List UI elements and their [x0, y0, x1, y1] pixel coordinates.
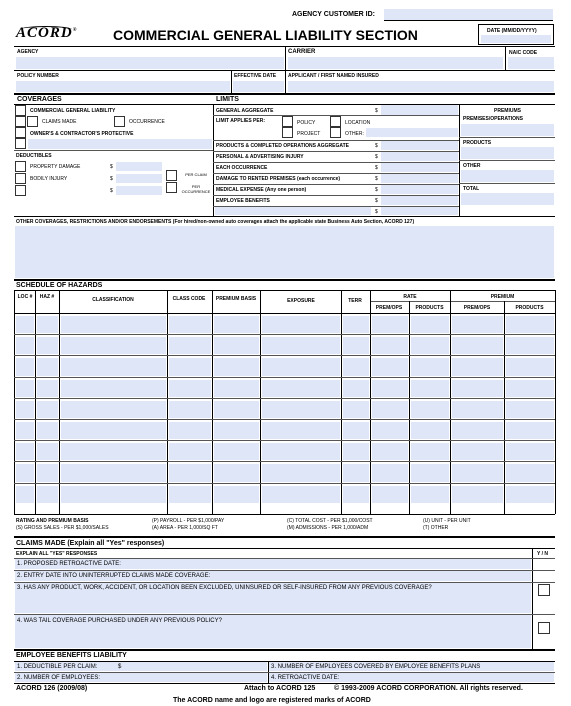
- hazard-cell-field[interactable]: [61, 486, 166, 503]
- hazard-cell-field[interactable]: [411, 486, 449, 503]
- date-label: DATE (MM/DD/YYYY): [487, 28, 537, 34]
- divider: [14, 649, 555, 651]
- deductibles-title: DEDUCTIBLES: [16, 153, 52, 159]
- ebl-q3: 3. NUMBER OF EMPLOYEES COVERED BY EMPLOYEE BENEFITS PLANS: [271, 664, 481, 670]
- premises-label: PREMISES/OPERATIONS: [463, 116, 523, 122]
- policy-checkbox[interactable]: [282, 116, 293, 127]
- employee-benefits-field[interactable]: [381, 196, 458, 205]
- basis-u: (U) UNIT - PER UNIT: [423, 518, 471, 524]
- hazard-cell-field[interactable]: [343, 486, 369, 503]
- hazard-cell-field[interactable]: [372, 358, 408, 375]
- divider: [14, 290, 15, 514]
- hazard-cell-field[interactable]: [262, 337, 340, 354]
- hazard-cell-field[interactable]: [452, 358, 503, 375]
- hazard-cell-field[interactable]: [452, 486, 503, 503]
- hazard-cell-field[interactable]: [16, 422, 34, 439]
- owners-label: OWNER'S & CONTRACTOR'S PROTECTIVE: [30, 131, 134, 137]
- medical-expense-label: MEDICAL EXPENSE (Any one person): [216, 187, 307, 193]
- dollar-sign: $: [375, 198, 378, 204]
- other-coverages-field[interactable]: [15, 226, 554, 278]
- divider: [14, 419, 555, 420]
- divider: [459, 183, 555, 184]
- terr-header: TERR: [348, 298, 362, 304]
- divider: [14, 548, 555, 549]
- other-coverage-field[interactable]: [28, 139, 212, 149]
- hazard-cell-field[interactable]: [343, 443, 369, 460]
- total-premium-field[interactable]: [461, 193, 554, 205]
- basis-p: (P) PAYROLL - PER $1,000/PAY: [152, 518, 225, 524]
- divider: [14, 216, 555, 217]
- hazard-cell-field[interactable]: [506, 358, 554, 375]
- bodily-injury-field[interactable]: [116, 174, 162, 183]
- attach-note: Attach to ACORD 125: [244, 685, 316, 692]
- hazard-cell-field[interactable]: [37, 422, 58, 439]
- hazard-cell-field[interactable]: [37, 316, 58, 333]
- hazard-cell-field[interactable]: [411, 422, 449, 439]
- products-premium-field[interactable]: [461, 147, 554, 159]
- classification-header: CLASSIFICATION: [92, 297, 134, 303]
- general-aggregate-label: GENERAL AGGREGATE: [216, 108, 274, 114]
- divider: [14, 461, 555, 462]
- divider: [14, 514, 555, 515]
- hazard-cell-field[interactable]: [61, 443, 166, 460]
- divider: [14, 150, 213, 151]
- project-checkbox[interactable]: [282, 127, 293, 138]
- hazard-cell-field[interactable]: [506, 443, 554, 460]
- claims-made-label: CLAIMS MADE: [42, 119, 77, 125]
- hazard-cell-field[interactable]: [16, 464, 34, 481]
- hazard-cell-field[interactable]: [372, 422, 408, 439]
- hazards-title: SCHEDULE OF HAZARDS: [16, 282, 103, 289]
- hazard-cell-field[interactable]: [506, 422, 554, 439]
- hazard-cell-field[interactable]: [169, 316, 211, 333]
- dollar-sign: $: [375, 154, 378, 160]
- hazard-cell-field[interactable]: [262, 358, 340, 375]
- policy-number-label: POLICY NUMBER: [17, 73, 59, 79]
- hazard-cell-field[interactable]: [169, 337, 211, 354]
- trademark: The ACORD name and logo are registered marks of ACORD: [173, 697, 371, 704]
- premiums-title: PREMIUMS: [494, 108, 521, 114]
- rate-prem-ops-header: PREM/OPS: [375, 305, 403, 311]
- other-premium-field[interactable]: [461, 170, 554, 182]
- hazard-cell-field[interactable]: [452, 380, 503, 397]
- hazard-cell-field[interactable]: [214, 380, 259, 397]
- divider: [231, 70, 232, 93]
- hazard-cell-field[interactable]: [343, 316, 369, 333]
- premium-header: PREMIUM: [490, 294, 515, 300]
- effective-date-field[interactable]: [233, 81, 284, 92]
- basis-c: (C) TOTAL COST - PER $1,000/COST: [287, 518, 373, 524]
- q3-yn-checkbox[interactable]: [538, 584, 550, 596]
- deductible-field[interactable]: [116, 186, 162, 195]
- divider: [14, 334, 555, 335]
- hazard-cell-field[interactable]: [452, 337, 503, 354]
- coverages-title: COVERAGES: [17, 96, 62, 103]
- naic-code-field[interactable]: [508, 57, 554, 69]
- hazard-cell-field[interactable]: [343, 337, 369, 354]
- claims-made-checkbox[interactable]: [27, 116, 38, 127]
- hazard-cell-field[interactable]: [37, 337, 58, 354]
- divider: [555, 290, 556, 514]
- each-occurrence-label: EACH OCCURRENCE: [216, 165, 268, 171]
- hazard-cell-field[interactable]: [452, 443, 503, 460]
- hazard-cell-field[interactable]: [37, 358, 58, 375]
- form-id: ACORD 126 (2009/08): [16, 685, 88, 692]
- divider: [14, 377, 555, 378]
- per-occurrence-checkbox[interactable]: [166, 182, 177, 193]
- hazard-cell-field[interactable]: [262, 464, 340, 481]
- hazard-cell-field[interactable]: [372, 380, 408, 397]
- hazard-cell-field[interactable]: [16, 337, 34, 354]
- hazard-cell-field[interactable]: [343, 380, 369, 397]
- claims-made-title: CLAIMS MADE (Explain all "Yes" responses): [16, 540, 165, 547]
- basis-a: (A) AREA - PER 1,000/SQ FT: [152, 525, 218, 531]
- hazard-cell-field[interactable]: [61, 422, 166, 439]
- hazard-cell-field[interactable]: [343, 358, 369, 375]
- exposure-header: EXPOSURE: [287, 298, 315, 304]
- hazard-cell-field[interactable]: [506, 316, 554, 333]
- hazard-cell-field[interactable]: [372, 337, 408, 354]
- hazard-cell-field[interactable]: [343, 464, 369, 481]
- personal-adv-field[interactable]: [381, 152, 458, 161]
- divider: [14, 398, 555, 399]
- divider: [14, 683, 555, 684]
- hazard-cell-field[interactable]: [506, 401, 554, 418]
- premises-field[interactable]: [461, 124, 554, 136]
- other-checkbox[interactable]: [330, 127, 341, 138]
- deductible-dollar: $: [110, 188, 113, 194]
- hazard-cell-field[interactable]: [37, 486, 58, 503]
- hazard-cell-field[interactable]: [16, 486, 34, 503]
- each-occurrence-field[interactable]: [381, 163, 458, 172]
- divider: [14, 483, 555, 484]
- hazard-cell-field[interactable]: [214, 464, 259, 481]
- divider: [213, 104, 214, 216]
- products-premium-label: PRODUCTS: [463, 140, 492, 146]
- products-agg-label: PRODUCTS & COMPLETED OPERATIONS AGGREGATE: [216, 143, 349, 149]
- property-damage-label: PROPERTY DAMAGE: [30, 164, 81, 170]
- basis-title: RATING AND PREMIUM BASIS: [16, 518, 89, 524]
- rate-header: RATE: [403, 294, 417, 300]
- policy-number-field[interactable]: [16, 81, 230, 92]
- divider: [167, 290, 168, 514]
- divider: [459, 160, 555, 161]
- ebl-q1: 1. DEDUCTIBLE PER CLAIM:: [17, 664, 98, 670]
- hazard-cell-field[interactable]: [452, 422, 503, 439]
- hazard-cell-field[interactable]: [61, 316, 166, 333]
- carrier-label: CARRIER: [288, 49, 316, 55]
- occurrence-checkbox[interactable]: [114, 116, 125, 127]
- dollar-sign: $: [375, 209, 378, 215]
- hazard-cell-field[interactable]: [411, 337, 449, 354]
- divider: [450, 290, 451, 514]
- products-agg-field[interactable]: [381, 141, 458, 150]
- date-box: [478, 24, 554, 45]
- employee-benefits-label: EMPLOYEE BENEFITS: [216, 198, 270, 204]
- hazard-cell-field[interactable]: [169, 358, 211, 375]
- other-premium-label: OTHER: [463, 163, 481, 169]
- q4-yn-checkbox[interactable]: [538, 622, 550, 634]
- hazard-cell-field[interactable]: [262, 486, 340, 503]
- divider: [260, 290, 261, 514]
- occurrence-label: OCCURRENCE: [129, 119, 165, 125]
- divider: [532, 548, 533, 649]
- claims-q1: 1. PROPOSED RETROACTIVE DATE:: [17, 561, 121, 567]
- explain-label: EXPLAIN ALL "YES" RESPONSES: [16, 551, 98, 557]
- loc-header: LOC #: [17, 294, 33, 300]
- hazard-cell-field[interactable]: [169, 422, 211, 439]
- general-aggregate-field[interactable]: [381, 105, 458, 115]
- carrier-field[interactable]: [288, 57, 503, 69]
- divider: [35, 290, 36, 514]
- divider: [384, 20, 553, 21]
- divider: [285, 46, 286, 70]
- hazard-cell-field[interactable]: [506, 337, 554, 354]
- hazard-cell-field[interactable]: [169, 443, 211, 460]
- property-damage-dollar: $: [110, 164, 113, 170]
- basis-s: (S) GROSS SALES - PER $1,000/SALES: [16, 525, 109, 531]
- bodily-injury-checkbox[interactable]: [15, 173, 26, 184]
- property-damage-checkbox[interactable]: [15, 161, 26, 172]
- owners-checkbox[interactable]: [15, 127, 26, 138]
- divider: [370, 301, 555, 302]
- copyright: © 1993-2009 ACORD CORPORATION. All rights reserved.: [334, 685, 523, 692]
- dollar-sign: $: [375, 165, 378, 171]
- medical-expense-field[interactable]: [381, 185, 458, 194]
- dollar-sign: $: [375, 176, 378, 182]
- basis-t: (T) OTHER: [423, 525, 449, 531]
- per-occurrence-label: PER OCCURRENCE: [181, 184, 211, 194]
- class-code-header: CLASS CODE: [172, 296, 206, 302]
- claims-q3: 3. HAS ANY PRODUCT, WORK, ACCIDENT, OR LOCATION BEEN EXCLUDED, UNINSURED OR SELF-INSURED FROM ANY PREVIOUS COVERAGE?: [17, 585, 432, 591]
- limits-title: LIMITS: [216, 96, 239, 103]
- divider: [14, 313, 555, 314]
- divider: [370, 290, 371, 514]
- damage-rented-field[interactable]: [381, 174, 458, 183]
- property-damage-field[interactable]: [116, 162, 162, 171]
- dollar-sign: $: [375, 108, 378, 114]
- location-label: LOCATION: [345, 120, 371, 126]
- hazard-cell-field[interactable]: [506, 464, 554, 481]
- ebl-title: EMPLOYEE BENEFITS LIABILITY: [16, 652, 127, 659]
- agency-field[interactable]: [16, 57, 284, 69]
- divider: [14, 104, 555, 105]
- hazard-cell-field[interactable]: [61, 464, 166, 481]
- per-claim-checkbox[interactable]: [166, 170, 177, 181]
- divider: [14, 355, 555, 356]
- haz-header: HAZ #: [39, 294, 55, 300]
- premium-products-header: PRODUCTS: [515, 305, 544, 311]
- hazard-cell-field[interactable]: [372, 316, 408, 333]
- other-limit-field[interactable]: [366, 128, 458, 137]
- personal-adv-label: PERSONAL & ADVERTISING INJURY: [216, 154, 304, 160]
- hazard-cell-field[interactable]: [452, 316, 503, 333]
- divider: [505, 46, 506, 70]
- policy-label: POLICY: [297, 120, 316, 126]
- hazard-cell-field[interactable]: [411, 401, 449, 418]
- hazard-cell-field[interactable]: [16, 401, 34, 418]
- hazard-cell-field[interactable]: [411, 358, 449, 375]
- hazard-cell-field[interactable]: [452, 401, 503, 418]
- agency-customer-id-label: AGENCY CUSTOMER ID:: [292, 11, 375, 18]
- bodily-injury-label: BODILY INJURY: [30, 176, 68, 182]
- blank-checkbox[interactable]: [15, 138, 26, 149]
- hazard-cell-field[interactable]: [452, 464, 503, 481]
- hazard-cell-field[interactable]: [214, 422, 259, 439]
- hazard-cell-field[interactable]: [214, 401, 259, 418]
- hazard-cell-field[interactable]: [372, 401, 408, 418]
- hazard-cell-field[interactable]: [343, 422, 369, 439]
- location-checkbox[interactable]: [330, 116, 341, 127]
- hazard-cell-field[interactable]: [214, 486, 259, 503]
- agency-label: AGENCY: [17, 49, 39, 55]
- hazard-cell-field[interactable]: [214, 316, 259, 333]
- limit-applies-per-label: LIMIT APPLIES PER:: [216, 118, 265, 124]
- hazard-cell-field[interactable]: [16, 316, 34, 333]
- applicant-label: APPLICANT / FIRST NAMED INSURED: [288, 73, 379, 79]
- hazard-cell-field[interactable]: [343, 401, 369, 418]
- cgl-label: COMMERCIAL GENERAL LIABILITY: [30, 108, 116, 114]
- damage-rented-label: DAMAGE TO RENTED PREMISES (each occurrence): [216, 176, 341, 182]
- hazard-cell-field[interactable]: [37, 464, 58, 481]
- hazard-cell-field[interactable]: [61, 401, 166, 418]
- hazard-cell-field[interactable]: [262, 316, 340, 333]
- naic-code-label: NAIC CODE: [509, 50, 538, 56]
- ebl-q2: 2. NUMBER OF EMPLOYEES:: [17, 675, 101, 681]
- hazard-cell-field[interactable]: [411, 380, 449, 397]
- claims-q2: 2. ENTRY DATE INTO UNINTERRUPTED CLAIMS MADE COVERAGE:: [17, 573, 211, 579]
- bodily-injury-dollar: $: [110, 176, 113, 182]
- claims-q4: 4. WAS TAIL COVERAGE PURCHASED UNDER ANY PREVIOUS POLICY?: [17, 618, 222, 624]
- ebl-q1-dollar: $: [118, 664, 122, 670]
- total-premium-label: TOTAL: [463, 186, 480, 192]
- project-label: PROJECT: [297, 131, 321, 137]
- hazard-cell-field[interactable]: [262, 443, 340, 460]
- hazard-cell-field[interactable]: [61, 358, 166, 375]
- other-label: OTHER:: [345, 131, 364, 137]
- divider: [212, 290, 213, 514]
- logo-swoosh-icon: [20, 26, 72, 33]
- hazard-cell-field[interactable]: [169, 486, 211, 503]
- divider: [59, 290, 60, 514]
- extra-limit-desc-field[interactable]: [215, 207, 371, 215]
- hazard-cell-field[interactable]: [411, 443, 449, 460]
- hazard-cell-field[interactable]: [214, 358, 259, 375]
- effective-date-label: EFFECTIVE DATE: [234, 73, 277, 79]
- basis-m: (M) ADMISSIONS - PER 1,000/ADM: [287, 525, 369, 531]
- hazard-cell-field[interactable]: [214, 337, 259, 354]
- rate-products-header: PRODUCTS: [415, 305, 444, 311]
- hazard-cell-field[interactable]: [506, 486, 554, 503]
- cgl-checkbox[interactable]: [15, 105, 26, 116]
- hazard-cell-field[interactable]: [372, 464, 408, 481]
- hazard-cell-field[interactable]: [169, 401, 211, 418]
- hazard-cell-field[interactable]: [411, 316, 449, 333]
- divider: [341, 290, 342, 514]
- divider: [285, 70, 286, 93]
- extra-limit-field[interactable]: [381, 207, 458, 215]
- hazard-cell-field[interactable]: [16, 380, 34, 397]
- dollar-sign: $: [375, 143, 378, 149]
- hazard-cell-field[interactable]: [37, 380, 58, 397]
- hazard-cell-field[interactable]: [169, 380, 211, 397]
- divider: [14, 279, 555, 281]
- hazard-cell-field[interactable]: [262, 422, 340, 439]
- premium-prem-ops-header: PREM/OPS: [463, 305, 491, 311]
- divider: [14, 290, 555, 291]
- hazard-cell-field[interactable]: [169, 464, 211, 481]
- hazard-cell-field[interactable]: [372, 443, 408, 460]
- hazard-cell-field[interactable]: [37, 443, 58, 460]
- hazard-cell-field[interactable]: [61, 337, 166, 354]
- hazard-cell-field[interactable]: [37, 401, 58, 418]
- divider: [459, 137, 555, 138]
- other-coverages-label: OTHER COVERAGES, RESTRICTIONS AND/OR ENDORSEMENTS (For hired/non-owned auto coverages attach the applicable state Business Auto Section, ACORD 127): [16, 219, 415, 225]
- dollar-sign: $: [375, 187, 378, 193]
- yn-label: Y / N: [537, 551, 549, 557]
- hazard-cell-field[interactable]: [16, 443, 34, 460]
- ebl-q4: 4. RETROACTIVE DATE:: [271, 675, 340, 681]
- hazard-cell-field[interactable]: [262, 401, 340, 418]
- hazard-cell-field[interactable]: [262, 380, 340, 397]
- page-title: COMMERCIAL GENERAL LIABILITY SECTION: [113, 27, 418, 43]
- blank-checkbox[interactable]: [15, 185, 26, 196]
- applicant-field[interactable]: [288, 81, 554, 92]
- hazard-cell-field[interactable]: [61, 380, 166, 397]
- hazard-cell-field[interactable]: [506, 380, 554, 397]
- premium-basis-header: PREMIUM BASIS: [215, 296, 257, 302]
- blank-checkbox[interactable]: [15, 116, 26, 127]
- hazard-cell-field[interactable]: [16, 358, 34, 375]
- divider: [14, 536, 555, 538]
- agency-customer-id-field[interactable]: [384, 9, 553, 20]
- acord-logo: ACORD®: [16, 25, 78, 41]
- divider: [14, 93, 555, 95]
- hazard-cell-field[interactable]: [372, 486, 408, 503]
- hazard-cell-field[interactable]: [214, 443, 259, 460]
- hazard-cell-field[interactable]: [411, 464, 449, 481]
- date-field[interactable]: [481, 35, 551, 43]
- divider: [14, 440, 555, 441]
- per-claim-label: PER CLAIM: [185, 172, 207, 177]
